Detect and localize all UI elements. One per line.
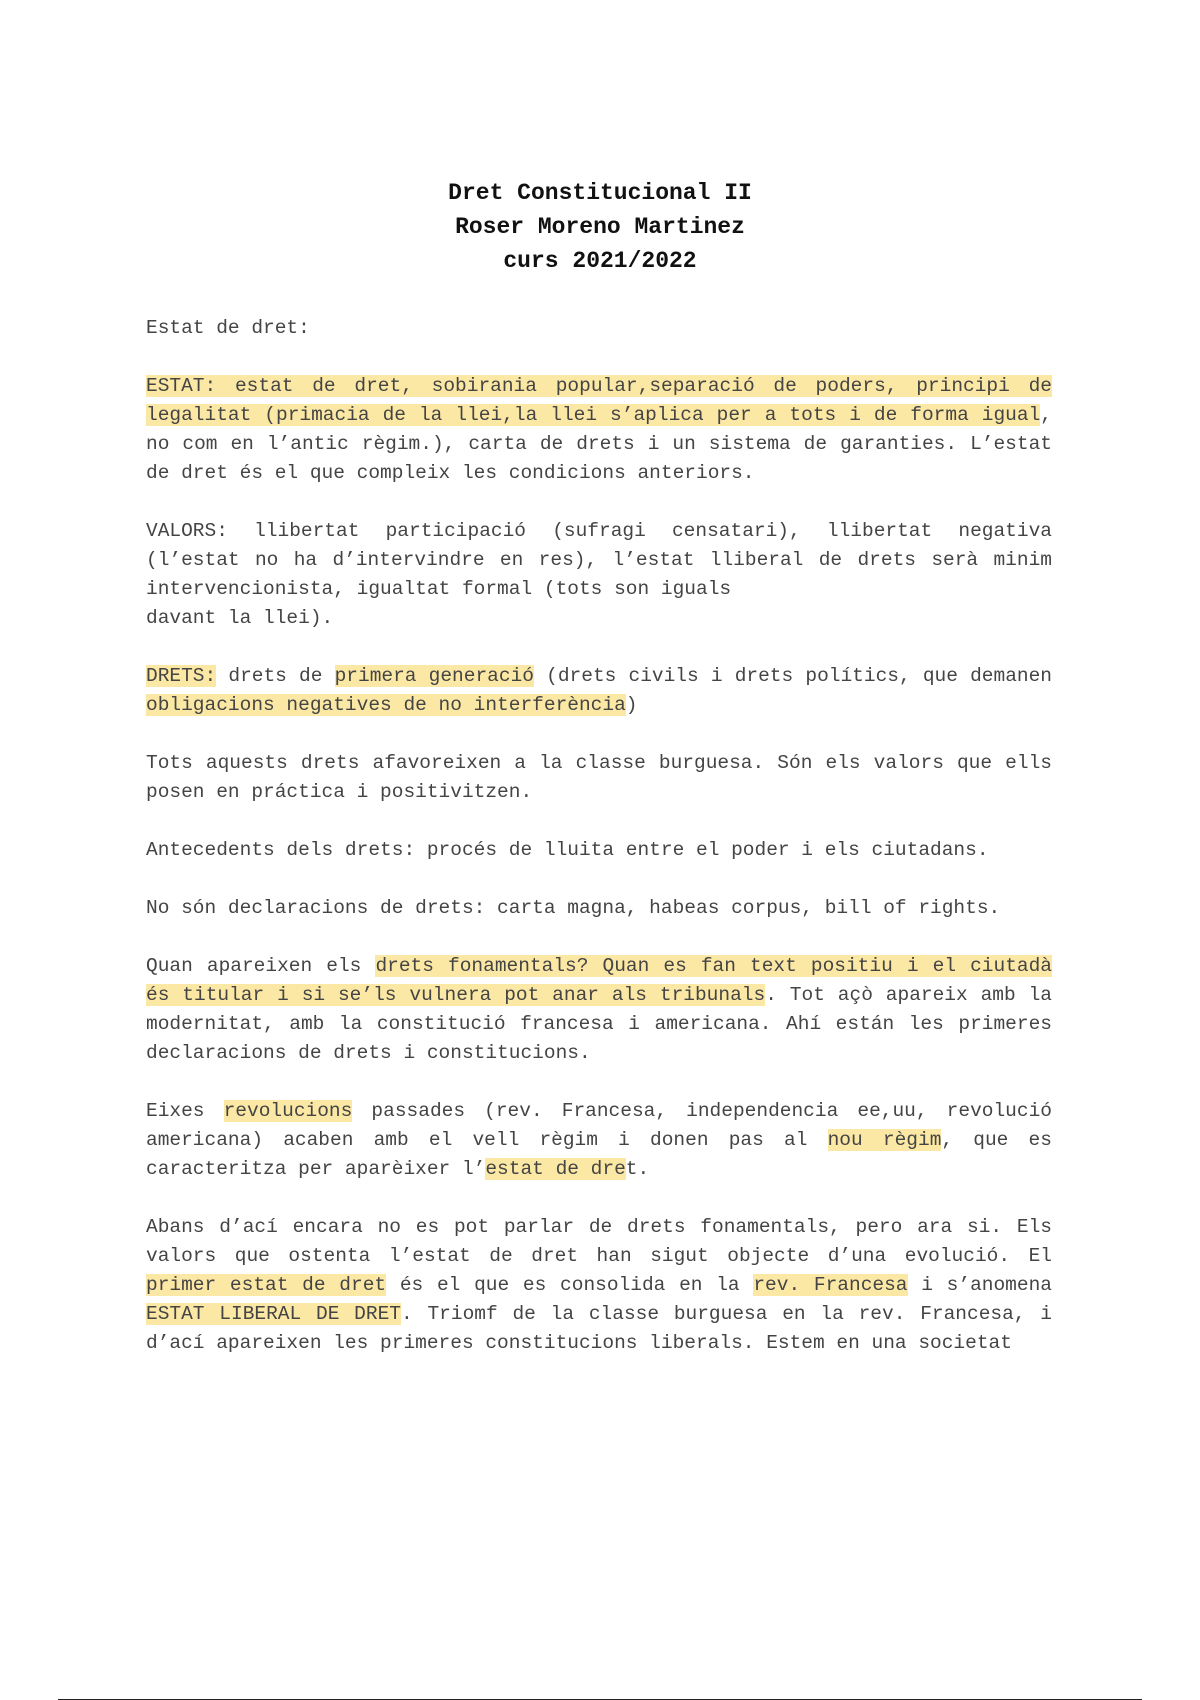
course-title: Dret Constitucional II: [448, 180, 752, 206]
paragraph: [146, 836, 1052, 865]
paragraph-text: VALORS: llibertat participació (sufragi censatari), llibertat negativa (l’estat no ha d’intervindre en res), l’estat lliberal de drets serà minim intervencionista, igualtat formal (tots son iguals: [146, 520, 1052, 600]
paragraph: [146, 952, 1052, 1068]
paragraph-text: i s’anomena: [907, 1274, 1052, 1296]
paragraph-text: No són declaracions de drets: carta magna, habeas corpus, bill of rights.: [146, 897, 1001, 919]
paragraph: [146, 372, 1052, 488]
paragraph: [146, 1213, 1052, 1358]
highlighted-text: estat de dre: [485, 1158, 626, 1180]
highlighted-text: primer estat de dret: [146, 1274, 387, 1296]
paragraph-text: Antecedents dels drets: procés de lluita entre el poder i els ciutadans.: [146, 839, 989, 861]
paragraph: [146, 1097, 1052, 1184]
paragraph-text: Tots aquests drets afavoreixen a la classe burguesa. Són els valors que ells posen en práctica i positivitzen.: [146, 752, 1052, 803]
paragraph-text: ): [625, 694, 638, 716]
paragraph-text: Quan apareixen els: [146, 955, 376, 977]
author-name: Roser Moreno Martinez: [455, 214, 745, 240]
document-header: [0, 176, 1200, 278]
document-body: [146, 314, 1052, 1387]
paragraph: [146, 517, 1052, 633]
paragraph-text: . Tot açò apareix amb la modernitat, amb la constitució francesa i americana. Ahí están les primeres declaracions de drets i constitucions.: [146, 984, 1052, 1064]
paragraph-text: t.: [625, 1158, 650, 1180]
paragraph-text: Abans d’ací encara no es pot parlar de drets fonamentals, pero ara si. Els valors que ostenta l’estat de dret han sigut objecte d’una evolució. El: [146, 1216, 1052, 1267]
paragraph-text: davant la llei).: [146, 607, 334, 629]
highlighted-text: primera generació: [334, 665, 534, 687]
highlighted-text: rev. Francesa: [753, 1274, 908, 1296]
highlighted-text: revolucions: [223, 1100, 353, 1122]
paragraph-list: [146, 372, 1052, 1358]
highlighted-text: obligacions negatives de no interferència: [146, 694, 626, 716]
highlighted-text: ESTAT: estat de dret, sobirania popular,separació de poders, principi de legalitat (primacia de la llei,la llei s’aplica per a tots i de forma igual: [146, 375, 1052, 426]
paragraph-text: . Triomf de la classe burguesa en la rev. Francesa, i d’ací apareixen les primeres constitucions liberals. Estem en una societat: [146, 1303, 1052, 1354]
highlighted-text: ESTAT LIBERAL DE DRET: [146, 1303, 401, 1325]
highlighted-text: DRETS:: [146, 665, 217, 687]
paragraph: [146, 894, 1052, 923]
paragraph: [146, 749, 1052, 807]
highlighted-text: drets fonamentals? Quan es fan text positiu i el ciutadà és titular i si se’ls vulnera pot anar als tribunals: [146, 955, 1053, 1006]
highlighted-text: nou règim: [827, 1129, 942, 1151]
paragraph-text: (drets civils i drets polítics, que demanen: [533, 665, 1053, 687]
paragraph-text: Eixes: [146, 1100, 224, 1122]
section-heading: Estat de dret:: [146, 317, 310, 339]
paragraph-text: , no com en l’antic règim.), carta de drets i un sistema de garanties. L’estat de dret és el que compleix les condicions anteriors.: [146, 404, 1052, 484]
paragraph-text: , que es caracteritza per aparèixer l’: [146, 1129, 1052, 1180]
course-year: curs 2021/2022: [503, 248, 697, 274]
paragraph: [146, 662, 1052, 720]
paragraph-text: drets de: [216, 665, 335, 687]
paragraph-text: passades (rev. Francesa, independencia ee,uu, revolució americana) acaben amb el vell règim i donen pas al: [146, 1100, 1052, 1151]
paragraph-text: és el que es consolida en la: [386, 1274, 754, 1296]
